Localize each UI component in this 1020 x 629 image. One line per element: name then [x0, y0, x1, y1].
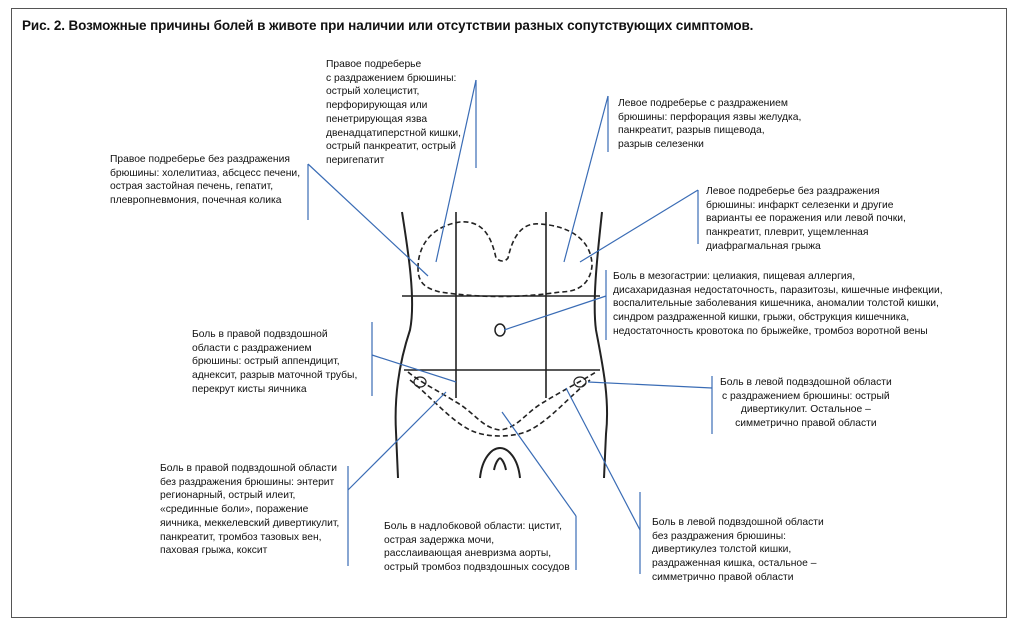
- leader-right-iliac-irritation: [372, 355, 456, 382]
- label-left-hypochondrium-no-irritation: Левое подреберье без раздражения брюшины: инфаркт селезенки и другие варианты ее поражения или левой почки, панкреатит, плеврит, ущемленная диафрагмальная грыжа: [706, 186, 906, 252]
- liver-dashed-outline: [418, 222, 592, 297]
- label-right-hypochondrium-no-irritation: Правое подреберье без раздражения брюшины: холелитиаз, абсцесс печени, острая застойная печень, гепатит, плевропневмония, почечная колика: [110, 154, 301, 207]
- intestine-inner-outline: [410, 380, 590, 436]
- leader-left-iliac-no-irritation: [566, 388, 640, 530]
- torso-left-contour: [396, 212, 413, 478]
- figure-title: Рис. 2. Возможные причины болей в животе при наличии или отсутствии разных сопутствующих симптомов.: [22, 18, 754, 33]
- leader-left-iliac-irritation: [588, 382, 712, 388]
- pubic-left: [494, 458, 500, 470]
- label-right-hypochondrium-irritation: Правое подреберье с раздражением брюшины: острый холецистит, перфорирующая или пенетрирующая язва двенадцатиперстной кишки, острый панкреатит, острый перигепатит: [326, 59, 461, 166]
- leader-left-hypo-irritation: [564, 96, 608, 262]
- label-left-iliac-no-irritation: Боль в левой подвздошной области без раздражения брюшины: дивертикулез толстой кишки, раздраженная кишка, остальное – симметрично правой области: [652, 517, 824, 583]
- label-left-iliac-irritation: Боль в левой подвздошной области с раздражением брюшины: острый дивертикулит. Остальное – симметрично правой области: [720, 377, 892, 430]
- right-iliac-marker: [414, 377, 426, 387]
- label-suprapubic: Боль в надлобковой области: цистит, острая задержка мочи, расслаивающая аневризма аорты, острый тромбоз подвздошных сосудов: [384, 521, 570, 574]
- leader-left-hypo-no-irritation: [580, 190, 698, 262]
- leader-right-hypo-no-irritation: [308, 164, 428, 276]
- groin-contour: [480, 448, 520, 478]
- label-right-iliac-no-irritation: Боль в правой подвздошной области без раздражения брюшины: энтерит регионарный, острый илеит, «срединные боли», поражение яичника, меккелевский дивертикулит, панкреатит, тромбоз тазовых вен, паховая грыжа, коксит: [160, 463, 340, 557]
- label-left-hypochondrium-irritation: Левое подреберье с раздражением брюшины: перфорация язвы желудка, панкреатит, разрыв пищевода, разрыв селезенки: [618, 98, 802, 151]
- label-right-iliac-irritation: Боль в правой подвздошной области с раздражением брюшины: острый аппендицит, аднексит, разрыв маточной трубы, перекрут кисты яичника: [192, 329, 358, 395]
- torso-outline: [396, 212, 607, 478]
- leader-mesogastrium: [504, 296, 606, 330]
- label-mesogastrium: Боль в мезогастрии: целиакия, пищевая аллергия, дисахаридазная недостаточность, паразитозы, кишечные инфекции, воспалительные заболевания кишечника, аномалии толстой кишки, синдром раздраженной кишки, грыжи, обструкция кишечника, недостаточность кровотока по брыжейке, тромбоз воротной вены: [613, 271, 943, 337]
- pubic-right: [500, 458, 506, 470]
- organ-outlines: [408, 222, 596, 436]
- leader-suprapubic: [502, 412, 576, 516]
- navel: [495, 324, 505, 336]
